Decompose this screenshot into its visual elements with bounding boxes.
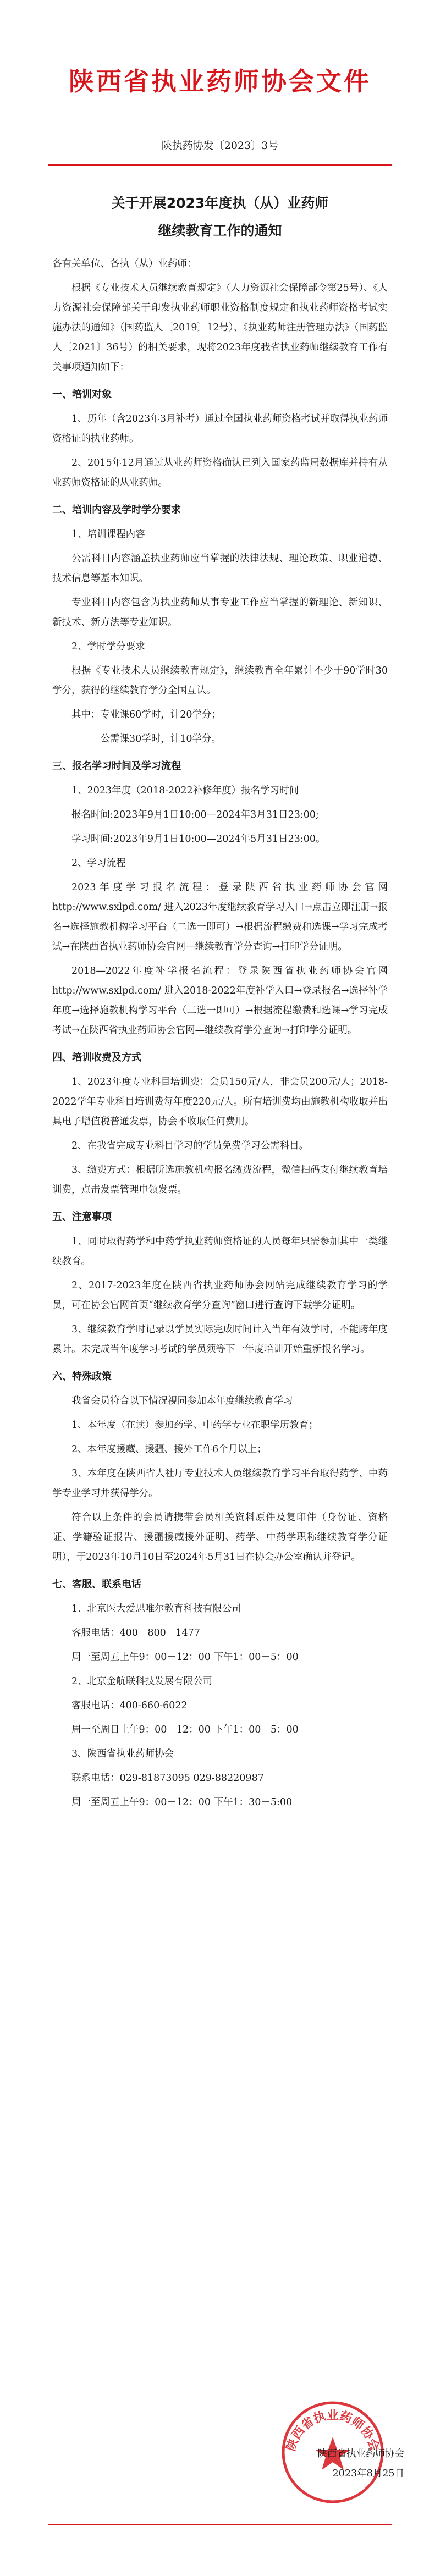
section-paragraph: 其中：专业课60学时，计20学分；: [72, 709, 222, 720]
section-paragraph: 1、历年（含2023年3月补考）通过全国执业药师资格考试并取得执业药师资格证的执业药师。: [52, 413, 388, 444]
signature-date: 2023年8月25日: [332, 2468, 404, 2479]
salutation: 各有关单位、各执（从）业药师：: [52, 258, 197, 269]
section-paragraph: 2、学习流程: [72, 858, 126, 869]
section-paragraph: 2、学时学分要求: [72, 641, 145, 652]
section-paragraph: 3、缴费方式：根据所选施教机构报名缴费流程，微信扫码支付继续教育培训费，点击发票管理申领发票。: [52, 1165, 388, 1195]
section-paragraph: 2023年度学习报名流程：登录陕西省执业药师协会官网http://www.sxlpd.com/ 进入2023年度继续教育学习入口→点击立即注册→报名→选择施教机构学习平台（二选一即可）→根据流程缴费和选课→学习完成考试→在陕西省执业药师协会官网—继续教育学分查询→打印学分证明。: [52, 882, 388, 952]
section-paragraph: 周一至周五上午9：00－12：00 下午1：00－5：00: [72, 1652, 299, 1663]
section-paragraph: 1、同时取得药学和中药学执业药师资格证的人员每年只需参加其中一类继续教育。: [52, 1236, 388, 1267]
section-paragraph: 客服电话：400-660-6022: [72, 1700, 188, 1711]
section-paragraph: 公需科目内容涵盖执业药师应当掌握的法律法规、理论政策、职业道德、技术信息等基本知识。: [52, 553, 388, 584]
section-heading: 一、培训对象: [52, 389, 112, 400]
notice-body: [52, 254, 388, 1817]
section-paragraph: 1、2023年度（2018-2022补修年度）报名学习时间: [72, 785, 299, 796]
section-paragraph: 2、北京金航联科技发展有限公司: [72, 1676, 213, 1687]
section-paragraph: 联系电话：029-81873095 029-88220987: [72, 1773, 264, 1784]
section-paragraph: 符合以上条件的会员请携带会员相关资料原件及复印件（身份证、资格证、学籍验证报告、援疆援藏援外证明、药学、中药学职称继续教育学分证明），于2023年10月10日至2024年5月31日在协会办公室确认并登记。: [52, 1512, 388, 1563]
notice-title-line-2: 继续教育工作的通知: [158, 223, 282, 239]
section-heading: 六、特殊政策: [52, 1371, 112, 1382]
section-paragraph: 2、2017-2023年度在陕西省执业药师协会网站完成继续教育学习的学员，可在协会官网首页“继续教育学分查询”窗口进行查询下载学分证明。: [52, 1280, 388, 1311]
section-heading: 七、客服、联系电话: [52, 1579, 141, 1590]
section-paragraph: 1、培训课程内容: [72, 529, 145, 540]
section-heading: 二、培训内容及学时学分要求: [52, 504, 181, 516]
intro-paragraph: 根据《专业技术人员继续教育规定》（人力资源社会保障部令第25号）、《人力资源社会保障部关于印发执业药师职业资格制度规定和执业药师资格考试实施办法的通知》（国药监人〔2019〕12号）、《执业药师注册管理办法》（国药监人〔2021〕36号）的相关要求，现将2023年度我省执业药师继续教育工作有关事项通知如下：: [52, 283, 388, 373]
section-paragraph: 3、继续教育学时记录以学员实际完成时间计入当年有效学时，不能跨年度累计。未完成当年度学习考试的学员须等下一年度培训开始重新报名学习。: [52, 1324, 388, 1355]
section-paragraph: 根据《专业技术人员继续教育规定》，继续教育全年累计不少于90学时30学分，获得的继续教育学分全国互认。: [52, 665, 388, 696]
section-paragraph: 2018—2022年度补学报名流程：登录陕西省执业药师协会官网http://www.sxlpd.com/ 进入2018-2022年度补学入口→登录报名→选择补学年度→选择施教机构学习平台（二选一即可）→根据流程缴费和选课→学习完成考试→在陕西省执业药师协会官网—继续教育学分查询→打印学分证明。: [52, 966, 388, 1036]
section-paragraph: 公需课30学时，计10学分。: [100, 733, 222, 744]
document-number: 陕执药协发〔2023〕3号: [161, 140, 279, 152]
section-paragraph: 周一至周五上午9：00－12：00 下午1：30－5:00: [72, 1797, 293, 1808]
section-paragraph: 2、本年度援藏、援疆、援外工作6个月以上；: [72, 1444, 267, 1455]
section-heading: 三、报名学习时间及学习流程: [52, 760, 181, 772]
section-paragraph: 我省会员符合以下情况视同参加本年度继续教育学习: [72, 1395, 293, 1406]
section-paragraph: 专业科目内容包含为执业药师从事专业工作应当掌握的新理论、新知识、新技术、新方法等专业知识。: [52, 597, 388, 628]
section-paragraph: 客服电话：400－800－1477: [72, 1628, 200, 1639]
section-heading: 五、注意事项: [52, 1211, 112, 1223]
seal-text: 陕西省执业药师协会: [284, 2409, 382, 2453]
signature-org: 陕西省执业药师协会: [317, 2448, 404, 2459]
section-paragraph: 周一至周日上午9：00－12：00 下午1：00－5：00: [72, 1724, 299, 1735]
header-title: 陕西省执业药师协会文件: [69, 67, 371, 96]
header-divider: [48, 164, 392, 166]
section-paragraph: 2、在我省完成专业科目学习的学员免费学习公需科目。: [72, 1140, 309, 1151]
section-paragraph: 1、北京医大爱思唯尔教育科技有限公司: [72, 1603, 241, 1614]
signature-block: [278, 2444, 404, 2484]
section-paragraph: 3、陕西省执业药师协会: [72, 1748, 174, 1759]
section-heading: 四、培训收费及方式: [52, 1052, 141, 1063]
section-paragraph: 2、2015年12月通过从业药师资格确认已列入国家药监局数据库并持有从业药师资格证的从业药师。: [52, 457, 388, 488]
section-paragraph: 报名时间:2023年9月1日10:00—2024年3月31日23:00;: [72, 809, 319, 820]
section-paragraph: 学习时间:2023年9月1日10:00—2024年5月31日23:00。: [72, 834, 326, 845]
section-paragraph: 1、本年度（在读）参加药学、中药学专业在职学历教育；: [72, 1420, 318, 1431]
section-paragraph: 1、2023年度专业科目培训费：会员150元/人，非会员200元/人；2018-2022学年专业科目培训费每年度220元/人。所有培训费均由施教机构收取并出具电子增值税普通发票，协会不收取任何费用。: [52, 1077, 388, 1127]
footer-divider: [48, 2524, 392, 2525]
notice-title-line-1: 关于开展2023年度执（从）业药师: [111, 195, 329, 211]
section-paragraph: 3、本年度在陕西省人社厅专业技术人员继续教育学习平台取得药学、中药学专业学习并获得学分。: [52, 1468, 388, 1499]
